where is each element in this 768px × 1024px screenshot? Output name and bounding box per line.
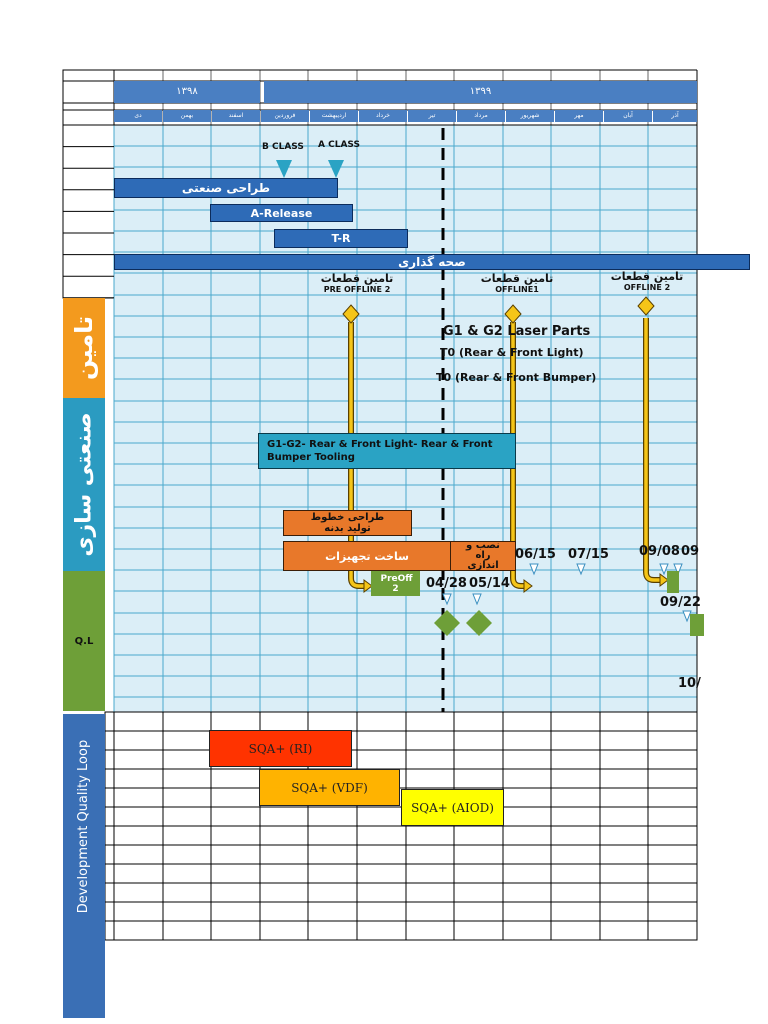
year-header	[114, 81, 697, 103]
milestone-title: تامین قطعات	[610, 270, 684, 283]
sqa-aiod-label: SQA+ (AIOD)	[411, 800, 494, 815]
tooling-label: G1-G2- Rear & Front Light- Rear & Front Bumper Tooling	[267, 439, 493, 463]
equipment-build-bar	[283, 541, 451, 571]
validation-bar	[114, 254, 750, 270]
month-label: خرداد	[359, 110, 407, 122]
ql-right-box	[690, 614, 704, 636]
category-supply	[63, 298, 105, 398]
preoff-label: PreOff 2	[380, 573, 413, 594]
date-label: 09/22	[660, 595, 701, 610]
date-label: 09/08	[639, 544, 680, 559]
industrial-design-bar	[114, 178, 338, 198]
sqa-vdf-label: SQA+ (VDF)	[291, 780, 368, 795]
category-dev-quality-loop	[63, 714, 105, 1018]
body-line-design-bar	[283, 510, 412, 536]
install-commission-bar	[450, 541, 516, 571]
industrial-design-label: طراحی صنعتی	[181, 181, 271, 195]
validation-label: صحه گذاری	[398, 255, 466, 269]
month-label: شهریور	[506, 110, 554, 122]
label-column	[63, 70, 114, 298]
date-label: 07/15	[568, 547, 609, 562]
category-ql-label: Q.L	[74, 635, 94, 647]
month-label: اسفند	[212, 110, 260, 122]
category-industrialization	[63, 398, 105, 571]
equipment-build-label: ساخت تجهیزات	[325, 549, 409, 563]
body-line-design-label: طراحی خطوط تولید بدنه	[310, 512, 385, 534]
milestone-sub: PRE OFFLINE 2	[323, 285, 391, 294]
a-release-bar	[210, 204, 353, 222]
note-t0-bumper: T0 (Rear & Front Bumper)	[436, 371, 597, 384]
category-industrialization-label: صنعتی سازی	[71, 412, 97, 557]
milestone-title: تامین قطعات	[320, 272, 394, 285]
preoff-box	[371, 571, 420, 596]
a-release-label: A-Release	[250, 206, 313, 220]
month-label: آبان	[604, 110, 652, 122]
date-label: 04/28	[426, 576, 467, 591]
offline2-box	[667, 571, 679, 593]
year-1398-label: ۱۳۹۸	[176, 86, 198, 97]
month-label: مرداد	[457, 110, 505, 122]
date-label: 10/	[678, 676, 701, 691]
supply-milestone-label	[606, 271, 688, 293]
date-label: 09	[681, 544, 700, 559]
supply-milestone-label	[476, 273, 558, 295]
class-marker-b-icon	[276, 160, 292, 178]
milestone-sub: OFFLINE 2	[623, 283, 671, 292]
category-dev-quality-loop-label: Development Quality Loop	[76, 739, 92, 914]
category-ql	[63, 571, 105, 711]
tr-bar	[274, 229, 408, 248]
sqa-vdf-bar	[259, 769, 400, 806]
tr-label: T-R	[331, 232, 351, 245]
note-t0-light: T0 (Rear & Front Light)	[440, 346, 584, 359]
category-supply-label: تامین	[70, 315, 98, 381]
sqa-aiod-bar	[401, 789, 504, 826]
sqa-ri-bar	[209, 730, 352, 767]
milestone-sub: OFFLINE1	[495, 285, 539, 294]
month-label: اردیبهشت	[310, 110, 358, 122]
date-label: 05/14	[469, 576, 510, 591]
month-header	[114, 110, 697, 125]
month-label: بهمن	[163, 110, 211, 122]
date-label: 06/15	[515, 547, 556, 562]
tooling-bar	[258, 433, 516, 469]
sqa-ri-label: SQA+ (RI)	[248, 741, 313, 756]
install-commission-label: نصب و راه اندازی	[466, 540, 500, 571]
year-1399-label: ۱۳۹۹	[469, 86, 492, 97]
note-laser-parts: G1 & G2 Laser Parts	[443, 324, 591, 339]
milestone-title: تامین قطعات	[480, 272, 554, 285]
class-marker-a-icon	[328, 160, 344, 178]
month-label: فروردین	[261, 110, 309, 122]
class-marker-label: A CLASS	[318, 140, 360, 150]
month-label: مهر	[555, 110, 603, 122]
month-label: تیر	[408, 110, 456, 122]
class-marker-label: B CLASS	[262, 142, 304, 152]
month-label: دی	[114, 110, 162, 122]
month-label: آذر	[653, 110, 697, 122]
supply-milestone-label	[316, 273, 398, 295]
